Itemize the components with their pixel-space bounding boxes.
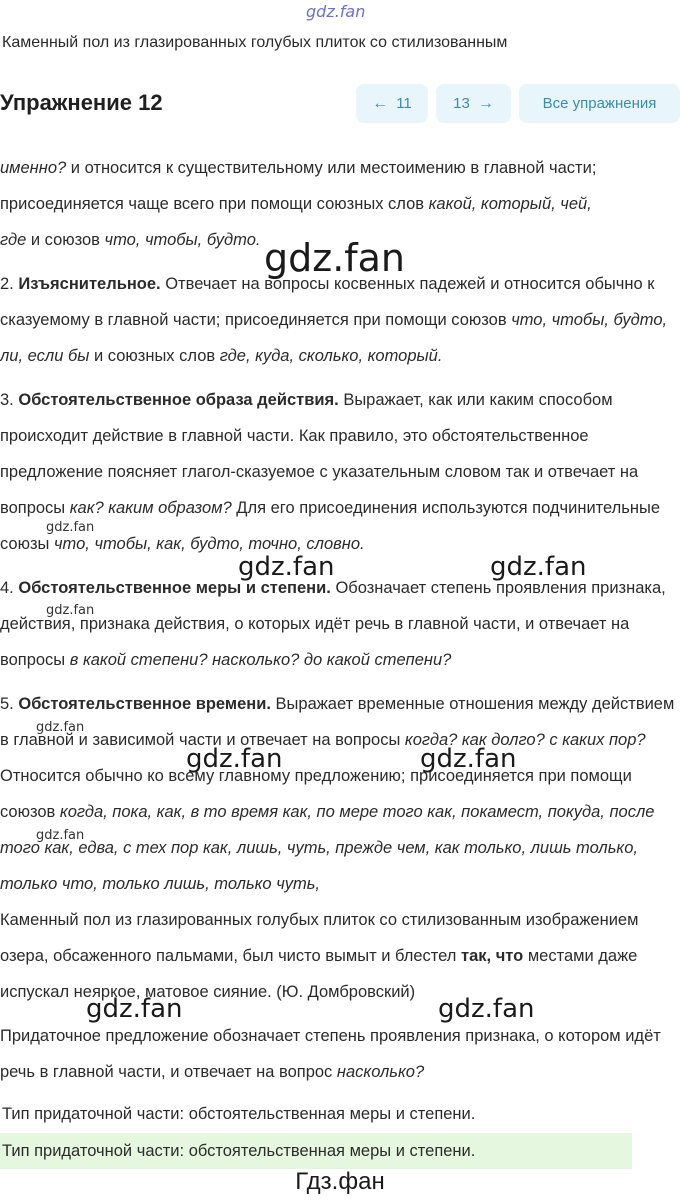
text-fragment: присоединяется чаще всего при помощи союзных слов — [0, 195, 429, 213]
paragraph-2 — [0, 266, 680, 374]
watermark: gdz.fan — [186, 744, 283, 774]
watermark: gdz.fan — [46, 520, 95, 535]
text-fragment: именно? — [0, 159, 67, 177]
watermark: gdz.fan — [36, 720, 85, 735]
text-fragment: в какой степени? насколько? до какой степени? — [69, 651, 452, 669]
text-fragment: когда? как долго? с каких пор? — [404, 731, 646, 749]
text-fragment: и относится к существительному или местоимению в главной части; — [66, 159, 597, 177]
text-fragment: Каменный пол из глазированных голубых плиток со стилизованным изображением озера, обсаженного пальмами, был чисто вымыт и блестел — [0, 911, 639, 965]
text-fragment: Изъяснительное. — [18, 275, 161, 293]
text-fragment: Обозначает степень проявления признака, действия, признака действия, о которых идёт речь в главной части, и отвечает на вопросы — [0, 579, 666, 669]
text-fragment: 2. — [0, 275, 19, 293]
page-title: Упражнение 12 — [0, 90, 163, 115]
text-fragment: что, чтобы, будто, ли, если бы — [0, 311, 668, 365]
text-fragment: и союзных слов — [89, 347, 220, 365]
all-exercises-button[interactable] — [519, 84, 680, 123]
text-fragment: где, куда, сколько, который. — [219, 347, 443, 365]
exercise-content — [0, 150, 680, 1090]
text-fragment: 4. — [0, 579, 19, 597]
text-fragment: Для его присоединения используются подчинительные союзы — [0, 499, 661, 553]
paragraph-5 — [0, 686, 680, 902]
arrow-left-icon: ← — [372, 94, 389, 112]
watermark: gdz.fan — [264, 236, 406, 280]
prev-exercise-label: 11 — [396, 95, 412, 112]
text-fragment: 3. — [0, 391, 19, 409]
text-fragment: насколько? — [336, 1063, 425, 1081]
text-fragment: и союзов — [26, 231, 105, 249]
watermark: gdz.fan — [238, 552, 335, 582]
text-fragment: местами даже испускал неяркое, матовое сияние. (Ю. Домбровский) — [0, 947, 638, 1001]
text-fragment: Придаточное предложение обозначает степень проявления признака, о котором идёт речь в главной части, и отвечает на вопрос — [0, 1027, 661, 1081]
answer-highlight-text: Тип придаточной части: обстоятельственная меры и степени. — [2, 1142, 476, 1160]
paragraph-3 — [0, 382, 680, 562]
watermark: gdz.fan — [86, 994, 183, 1024]
watermark: gdz.fan — [420, 744, 517, 774]
watermark: gdz.fan — [490, 552, 587, 582]
text-fragment: как? каким образом? — [69, 499, 232, 517]
paragraph-4 — [0, 570, 680, 678]
watermark: gdz.fan — [46, 603, 95, 618]
all-exercises-label: Все упражнения — [542, 95, 657, 112]
footer-brand: Гдз.фан — [295, 1168, 385, 1195]
text-fragment: какой, который, чей, — [428, 195, 592, 213]
answer-text: Тип придаточной части: обстоятельственная меры и степени. — [2, 1105, 476, 1123]
text-fragment: Выражает, как или каким способом происходит действие в главной части. Как правило, это обстоятельственное предложение поясняет глагол-сказуемое с указательным словом так и отвечает на вопросы — [0, 391, 639, 517]
watermark: gdz.fan — [438, 994, 535, 1024]
paragraph-explanation — [0, 1018, 680, 1090]
text-fragment: Обстоятельственное образа действия. — [18, 391, 339, 409]
text-fragment: Обстоятельственное времени. — [18, 695, 271, 713]
text-fragment: так, что — [461, 947, 524, 965]
preview-heading: Каменный пол из глазированных голубых плиток со стилизованным — [2, 34, 508, 51]
text-fragment: когда, пока, как, в то время как, по мере того как, покамест, покуда, после того как, едва, с тех пор как, лишь, чуть, прежде чем, как только, лишь только, только что, только лишь, только чуть, — [0, 803, 655, 893]
text-fragment: где — [0, 231, 27, 249]
text-fragment: что, чтобы, будто. — [104, 231, 261, 249]
watermark-top: gdz.fan — [306, 2, 366, 21]
prev-exercise-button[interactable] — [356, 84, 428, 123]
text-fragment: Обстоятельственное меры и степени. — [18, 579, 331, 597]
text-fragment: Относится обычно ко всему главному предложению; присоединяется при помощи союзов — [0, 767, 632, 821]
watermark: gdz.fan — [36, 828, 85, 843]
text-fragment: Отвечает на вопросы косвенных падежей и относится обычно к сказуемому в главной части; присоединяется при помощи союзов — [0, 275, 655, 329]
text-fragment: что, чтобы, как, будто, точно, словно. — [54, 535, 365, 553]
arrow-right-icon: → — [477, 94, 494, 112]
text-fragment: Выражает временные отношения между действием в главной и зависимой части и отвечает на вопросы — [0, 695, 675, 749]
next-exercise-label: 13 — [453, 95, 470, 112]
next-exercise-button[interactable] — [436, 84, 511, 123]
text-fragment: 5. — [0, 695, 19, 713]
